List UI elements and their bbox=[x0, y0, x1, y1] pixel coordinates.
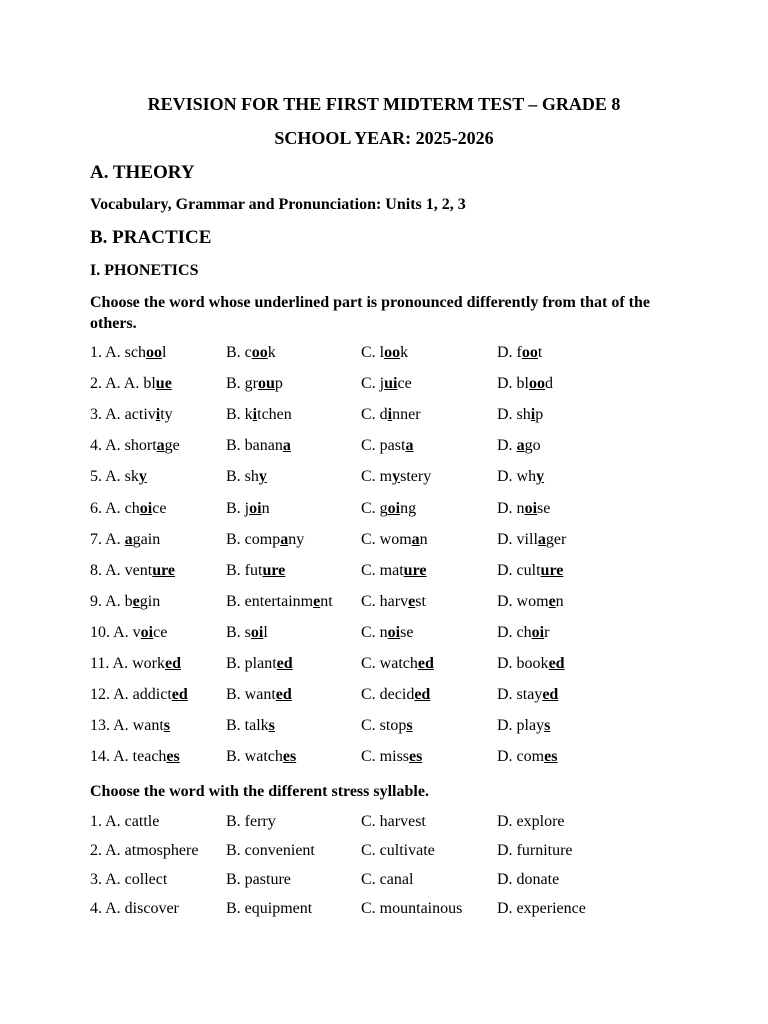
underlined-part: oi bbox=[387, 499, 401, 517]
stress-question-row bbox=[90, 871, 690, 893]
option-c: C. canal bbox=[361, 871, 414, 888]
word-part: B. want bbox=[226, 686, 276, 704]
underlined-part: oo bbox=[251, 344, 268, 361]
option-d: D. furniture bbox=[497, 842, 573, 859]
underlined-part: a bbox=[282, 437, 291, 455]
underlined-part: ed bbox=[417, 655, 434, 672]
option-d bbox=[497, 748, 557, 766]
pronunciation-question-row bbox=[90, 562, 690, 584]
pronunciation-question-row bbox=[90, 344, 690, 366]
option-a bbox=[90, 500, 166, 518]
word-part: n bbox=[261, 499, 270, 517]
option-a bbox=[90, 717, 170, 735]
option-b bbox=[226, 531, 304, 549]
option-b bbox=[226, 717, 275, 735]
word-part: 1. A. sch bbox=[90, 344, 146, 361]
option-d bbox=[497, 717, 550, 735]
option-c bbox=[361, 655, 434, 673]
underlined-part: s bbox=[268, 717, 275, 735]
underlined-part: oo bbox=[384, 344, 401, 361]
word-part: C. miss bbox=[361, 748, 410, 766]
word-part: B. watch bbox=[226, 748, 283, 766]
underlined-part: oo bbox=[146, 344, 162, 361]
stress-question-row bbox=[90, 900, 690, 922]
underlined-part: i bbox=[530, 406, 536, 424]
word-part: n bbox=[419, 530, 428, 548]
word-part: l bbox=[263, 623, 268, 641]
word-part: p bbox=[535, 406, 544, 424]
underlined-part: a bbox=[537, 530, 546, 548]
word-part: D. book bbox=[497, 655, 549, 672]
option-c bbox=[361, 344, 408, 362]
word-part: C. l bbox=[361, 344, 385, 361]
word-part: D. sh bbox=[497, 406, 531, 424]
pronunciation-question-row bbox=[90, 748, 690, 770]
word-part: k bbox=[400, 344, 409, 361]
option-c bbox=[361, 717, 413, 735]
word-part: 14. A. teach bbox=[90, 748, 167, 766]
document-title: REVISION FOR THE FIRST MIDTERM TEST – GRADE 8 bbox=[147, 94, 621, 114]
word-part: C. g bbox=[361, 499, 388, 517]
word-part: D. wom bbox=[497, 592, 549, 610]
word-part: st bbox=[415, 592, 426, 610]
word-part: C. m bbox=[361, 468, 393, 486]
underlined-part: y bbox=[138, 468, 147, 486]
option-d bbox=[497, 593, 564, 611]
option-d: D. explore bbox=[497, 813, 565, 830]
option-b bbox=[226, 686, 292, 704]
underlined-part: oi bbox=[139, 499, 153, 517]
underlined-part: a bbox=[516, 437, 525, 455]
word-part: 5. A. sk bbox=[90, 468, 139, 486]
option-c bbox=[361, 562, 426, 580]
underlined-part: oi bbox=[524, 499, 538, 517]
word-part: t bbox=[537, 344, 543, 361]
option-d: D. donate bbox=[497, 871, 560, 888]
underlined-part: ed bbox=[414, 686, 431, 704]
underlined-part: oi bbox=[387, 623, 401, 641]
option-a bbox=[90, 437, 180, 455]
word-part: ce bbox=[152, 499, 167, 517]
option-d bbox=[497, 562, 563, 580]
option-a: 3. A. collect bbox=[90, 871, 168, 888]
word-part: D. cult bbox=[497, 561, 541, 579]
word-part: tchen bbox=[257, 406, 292, 424]
underlined-part: e bbox=[548, 592, 556, 610]
word-part: gin bbox=[139, 592, 161, 610]
word-part: B. j bbox=[226, 499, 250, 517]
underlined-part: ed bbox=[276, 655, 293, 672]
option-b: B. pasture bbox=[226, 871, 291, 888]
word-part: C. n bbox=[361, 623, 388, 641]
word-part: B. k bbox=[226, 406, 253, 424]
word-part: d bbox=[545, 375, 553, 393]
word-part: ny bbox=[288, 530, 305, 548]
word-part: ce bbox=[153, 623, 168, 641]
word-part: D. play bbox=[497, 717, 545, 735]
word-part: gain bbox=[132, 530, 161, 548]
option-d: D. experience bbox=[497, 900, 586, 917]
option-b: B. equipment bbox=[226, 900, 313, 917]
theory-content: Vocabulary, Grammar and Pronunciation: Units 1, 2, 3 bbox=[90, 196, 466, 213]
word-part: ge bbox=[164, 437, 180, 455]
underlined-part: a bbox=[411, 530, 420, 548]
underlined-part: a bbox=[156, 437, 165, 455]
school-year: SCHOOL YEAR: 2025-2026 bbox=[274, 128, 494, 148]
word-part: 6. A. ch bbox=[90, 499, 140, 517]
option-d bbox=[497, 437, 541, 455]
underlined-part: a bbox=[280, 530, 289, 548]
option-b bbox=[226, 624, 268, 642]
word-part: 3. A. activ bbox=[90, 406, 156, 424]
word-part: D. stay bbox=[497, 686, 543, 704]
option-b bbox=[226, 468, 267, 486]
underlined-part: oo bbox=[521, 344, 538, 361]
word-part: se bbox=[537, 499, 551, 517]
underlined-part: oo bbox=[529, 375, 545, 393]
word-part: C. j bbox=[361, 375, 385, 393]
word-part: C. harv bbox=[361, 592, 409, 610]
option-a bbox=[90, 375, 172, 393]
option-b bbox=[226, 500, 270, 518]
option-b: B. convenient bbox=[226, 842, 315, 859]
option-b bbox=[226, 562, 285, 580]
word-part: 10. A. v bbox=[90, 623, 141, 641]
word-part: ty bbox=[160, 406, 173, 424]
word-part: D. f bbox=[497, 344, 522, 361]
underlined-part: es bbox=[166, 748, 180, 766]
word-part: B. gr bbox=[226, 375, 258, 393]
underlined-part: ue bbox=[155, 375, 172, 393]
word-part: D. com bbox=[497, 748, 545, 766]
word-part: ce bbox=[397, 375, 412, 393]
option-a bbox=[90, 468, 147, 486]
option-a bbox=[90, 686, 188, 704]
underlined-part: e bbox=[408, 592, 416, 610]
underlined-part: i bbox=[387, 406, 393, 424]
underlined-part: ure bbox=[540, 561, 564, 579]
option-a bbox=[90, 406, 173, 424]
stress-question-row bbox=[90, 842, 690, 864]
underlined-part: ure bbox=[152, 561, 176, 579]
phonetics-heading: I. PHONETICS bbox=[90, 262, 199, 279]
option-d bbox=[497, 344, 542, 362]
option-c bbox=[361, 748, 422, 766]
word-part: C. decid bbox=[361, 686, 415, 704]
word-part: go bbox=[524, 437, 541, 455]
underlined-part: y bbox=[536, 468, 545, 486]
word-part: B. talk bbox=[226, 717, 269, 735]
word-part: D. bl bbox=[497, 375, 529, 393]
pronunciation-question-row bbox=[90, 717, 690, 739]
underlined-part: oi bbox=[250, 623, 264, 641]
underlined-part: es bbox=[409, 748, 423, 766]
word-part: B. fut bbox=[226, 561, 263, 579]
underlined-part: ed bbox=[275, 686, 292, 704]
word-part: B. entertainm bbox=[226, 592, 314, 610]
option-a: 1. A. cattle bbox=[90, 813, 160, 830]
section-a-heading: A. THEORY bbox=[90, 162, 195, 183]
underlined-part: ed bbox=[548, 655, 565, 672]
pronunciation-question-row bbox=[90, 593, 690, 615]
word-part: 13. A. want bbox=[90, 717, 164, 735]
word-part: ng bbox=[400, 499, 417, 517]
option-c bbox=[361, 468, 431, 486]
word-part: nt bbox=[320, 592, 333, 610]
option-a bbox=[90, 624, 167, 642]
option-c bbox=[361, 375, 412, 393]
word-part: p bbox=[274, 375, 283, 393]
option-c bbox=[361, 437, 413, 455]
word-part: se bbox=[400, 623, 414, 641]
underlined-part: oi bbox=[531, 623, 545, 641]
underlined-part: ure bbox=[262, 561, 286, 579]
word-part: ger bbox=[545, 530, 567, 548]
option-c bbox=[361, 531, 428, 549]
word-part: n bbox=[555, 592, 564, 610]
underlined-part: i bbox=[155, 406, 161, 424]
stress-question-row bbox=[90, 813, 690, 835]
option-b bbox=[226, 748, 296, 766]
option-b bbox=[226, 655, 293, 673]
word-part: 4. A. short bbox=[90, 437, 157, 455]
word-part: B. sh bbox=[226, 468, 259, 486]
word-part: C. past bbox=[361, 437, 406, 455]
option-c bbox=[361, 686, 430, 704]
word-part: 9. A. b bbox=[90, 592, 133, 610]
underlined-part: es bbox=[282, 748, 297, 766]
underlined-part: s bbox=[163, 717, 171, 735]
word-part: 11. A. work bbox=[90, 655, 165, 672]
underlined-part: ure bbox=[403, 561, 427, 579]
option-b bbox=[226, 437, 291, 455]
option-d bbox=[497, 531, 566, 549]
word-part: C. d bbox=[361, 406, 388, 424]
underlined-part: ed bbox=[542, 686, 559, 704]
underlined-part: y bbox=[392, 468, 401, 486]
option-a: 4. A. discover bbox=[90, 900, 179, 917]
word-part: C. watch bbox=[361, 655, 418, 672]
underlined-part: ui bbox=[384, 375, 398, 393]
option-d bbox=[497, 624, 549, 642]
word-part: 12. A. addict bbox=[90, 686, 172, 704]
word-part: D. wh bbox=[497, 468, 537, 486]
option-d bbox=[497, 375, 553, 393]
option-b bbox=[226, 406, 292, 424]
word-part: B. c bbox=[226, 344, 252, 361]
word-part: r bbox=[544, 623, 550, 641]
word-part: k bbox=[267, 344, 276, 361]
pronunciation-question-row bbox=[90, 531, 690, 553]
option-c: C. cultivate bbox=[361, 842, 435, 859]
option-d bbox=[497, 686, 558, 704]
stress-instruction: Choose the word with the different stress syllable. bbox=[90, 783, 429, 800]
option-d bbox=[497, 468, 544, 486]
pronunciation-question-row bbox=[90, 437, 690, 459]
option-c bbox=[361, 593, 426, 611]
option-d bbox=[497, 406, 543, 424]
option-b bbox=[226, 375, 283, 393]
word-part: B. s bbox=[226, 623, 251, 641]
option-a bbox=[90, 344, 166, 362]
word-part: C. mat bbox=[361, 561, 404, 579]
underlined-part: ed bbox=[171, 686, 188, 704]
pronunciation-question-row bbox=[90, 655, 690, 677]
word-part: C. wom bbox=[361, 530, 412, 548]
option-d bbox=[497, 655, 565, 673]
pronunciation-question-row bbox=[90, 624, 690, 646]
underlined-part: e bbox=[132, 592, 140, 610]
word-part: C. stop bbox=[361, 717, 407, 735]
pronunciation-question-row bbox=[90, 468, 690, 490]
option-b bbox=[226, 593, 333, 611]
option-c bbox=[361, 500, 416, 518]
pronunciation-question-row bbox=[90, 500, 690, 522]
word-part: D. vill bbox=[497, 530, 538, 548]
underlined-part: es bbox=[544, 748, 558, 766]
word-part: l bbox=[162, 344, 167, 361]
word-part: 8. A. vent bbox=[90, 561, 153, 579]
word-part: nner bbox=[392, 406, 421, 424]
option-a bbox=[90, 748, 180, 766]
underlined-part: a bbox=[405, 437, 414, 455]
underlined-part: s bbox=[544, 717, 551, 735]
option-b: B. ferry bbox=[226, 813, 276, 830]
word-part: D. ch bbox=[497, 623, 532, 641]
option-a bbox=[90, 562, 175, 580]
option-c bbox=[361, 406, 421, 424]
underlined-part: e bbox=[313, 592, 321, 610]
section-b-heading: B. PRACTICE bbox=[90, 227, 212, 248]
pronunciation-instruction: Choose the word whose underlined part is pronounced differently from that of the others. bbox=[90, 294, 651, 332]
word-part: B. plant bbox=[226, 655, 277, 672]
option-c: C. mountainous bbox=[361, 900, 463, 917]
underlined-part: i bbox=[252, 406, 258, 424]
underlined-part: s bbox=[406, 717, 413, 735]
word-part: B. comp bbox=[226, 530, 281, 548]
pronunciation-question-row bbox=[90, 375, 690, 397]
option-a bbox=[90, 531, 160, 549]
option-b bbox=[226, 344, 276, 362]
underlined-part: ou bbox=[258, 375, 275, 393]
word-part: 7. A. bbox=[90, 530, 125, 548]
underlined-part: y bbox=[258, 468, 267, 486]
option-a bbox=[90, 593, 160, 611]
word-part: D. n bbox=[497, 499, 525, 517]
word-part: D. bbox=[497, 437, 517, 455]
pronunciation-question-row bbox=[90, 686, 690, 708]
option-c bbox=[361, 624, 413, 642]
word-part: 2. A. A. bl bbox=[90, 375, 156, 393]
underlined-part: oi bbox=[140, 623, 154, 641]
option-d bbox=[497, 500, 550, 518]
word-part: stery bbox=[400, 468, 432, 486]
word-part: B. banan bbox=[226, 437, 283, 455]
underlined-part: oi bbox=[249, 499, 262, 517]
option-a bbox=[90, 655, 181, 673]
underlined-part: a bbox=[124, 530, 133, 548]
option-c: C. harvest bbox=[361, 813, 426, 830]
underlined-part: ed bbox=[164, 655, 181, 672]
pronunciation-question-row bbox=[90, 406, 690, 428]
option-a: 2. A. atmosphere bbox=[90, 842, 199, 859]
